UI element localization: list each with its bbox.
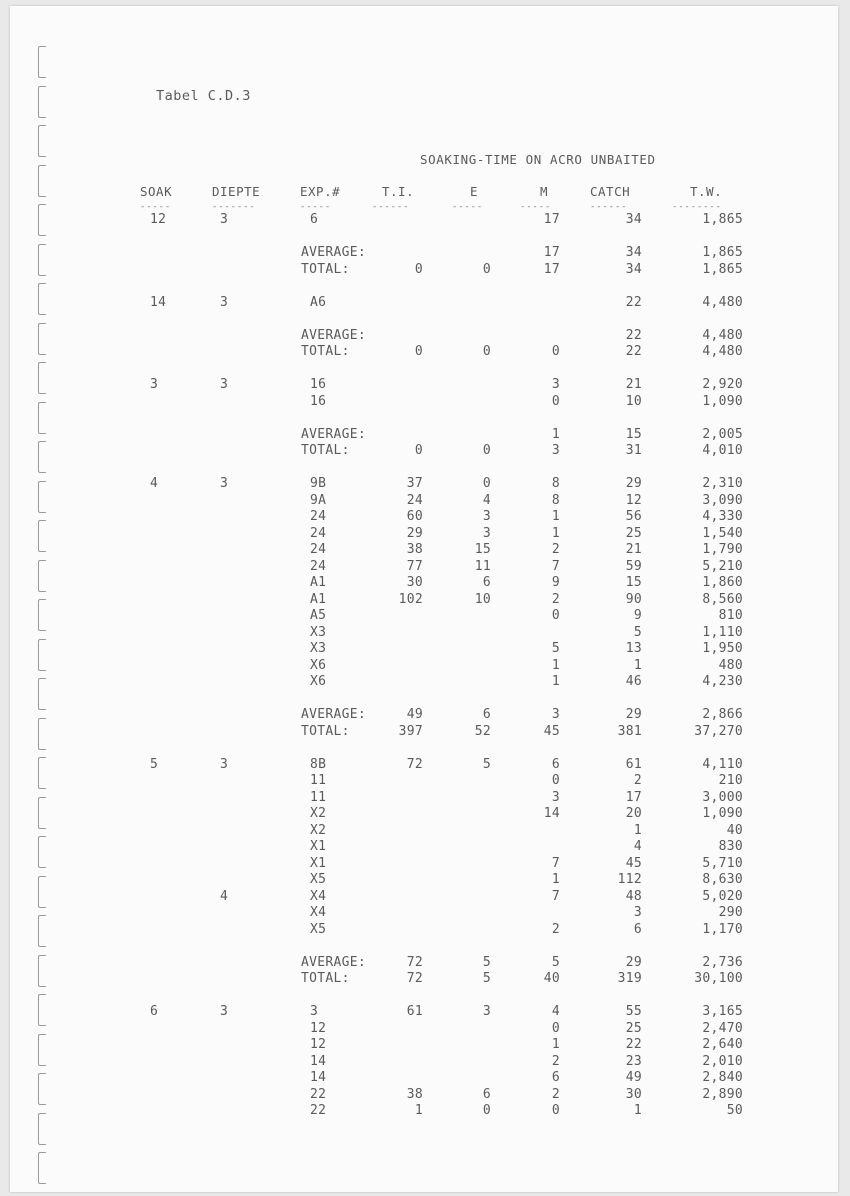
cell-exp: 11: [310, 773, 327, 788]
cell-m: 0: [551, 608, 560, 623]
cell-ti: 0: [414, 443, 423, 458]
table-row: [10, 889, 838, 905]
cell-catch: 10: [625, 393, 642, 409]
average-row: [10, 955, 838, 971]
cell-m: 5: [551, 954, 560, 970]
cell-catch: 61: [625, 756, 642, 772]
cell-tw: 1,860: [702, 575, 743, 590]
cell-tw: 50: [726, 1103, 743, 1118]
cell-catch: 59: [625, 558, 642, 574]
cell-label: TOTAL:: [301, 723, 350, 739]
cell-catch: 2: [633, 773, 642, 788]
cell-tw: 5,210: [702, 558, 743, 574]
cell-tw: 480: [718, 657, 743, 673]
cell-tw: 2,920: [702, 377, 743, 392]
total-row: [10, 724, 838, 740]
cell-catch: 23: [625, 1053, 642, 1069]
cell-catch: 1: [633, 657, 642, 673]
table-row: [10, 922, 838, 938]
cell-exp: 9A: [310, 492, 327, 508]
cell-ti: 38: [406, 1086, 423, 1102]
cell-e: 3: [482, 1004, 491, 1019]
cell-catch: 29: [625, 476, 642, 491]
cell-e: 3: [482, 509, 491, 524]
cell-m: 45: [543, 723, 560, 739]
cell-tw: 8,630: [702, 872, 743, 887]
header-e: E: [470, 184, 479, 199]
cell-m: 40: [543, 971, 560, 986]
table-row: [10, 559, 838, 575]
cell-label: AVERAGE:: [301, 327, 367, 343]
cell-exp: 12: [310, 1020, 327, 1036]
average-row: [10, 707, 838, 723]
cell-catch: 21: [625, 542, 642, 557]
table-row: [10, 658, 838, 674]
header-diepte: DIEPTE: [212, 184, 261, 199]
cell-tw: 1,865: [702, 245, 743, 260]
cell-tw: 2,840: [702, 1070, 743, 1085]
cell-ti: 397: [398, 723, 423, 739]
cell-m: 3: [551, 377, 560, 392]
cell-soak: 14: [150, 294, 167, 310]
average-row: [10, 328, 838, 344]
cell-tw: 1,540: [702, 525, 743, 541]
table-row: [10, 1054, 838, 1070]
cell-ti: 30: [406, 575, 423, 590]
cell-tw: 810: [718, 608, 743, 623]
cell-ti: 77: [406, 558, 423, 574]
table-row: [10, 674, 838, 690]
cell-tw: 1,950: [702, 641, 743, 656]
cell-tw: 1,090: [702, 393, 743, 409]
cell-ti: 72: [406, 954, 423, 970]
cell-tw: 2,010: [702, 1053, 743, 1069]
cell-m: 0: [551, 1103, 560, 1118]
cell-m: 9: [551, 575, 560, 590]
cell-m: 1: [551, 674, 560, 689]
table-row: [10, 839, 838, 855]
cell-catch: 3: [633, 905, 642, 920]
cell-tw: 4,330: [702, 509, 743, 524]
cell-catch: 381: [617, 723, 642, 739]
cell-m: 1: [551, 525, 560, 541]
table-row: [10, 575, 838, 591]
cell-catch: 22: [625, 344, 642, 359]
cell-tw: 2,640: [702, 1037, 743, 1052]
cell-tw: 5,710: [702, 855, 743, 871]
cell-tw: 830: [718, 839, 743, 854]
cell-catch: 4: [633, 839, 642, 854]
cell-catch: 5: [633, 624, 642, 640]
cell-catch: 15: [625, 575, 642, 590]
cell-m: 0: [551, 773, 560, 788]
cell-m: 4: [551, 1004, 560, 1019]
average-row: [10, 245, 838, 261]
cell-exp: 9B: [310, 476, 327, 491]
cell-m: 0: [551, 1020, 560, 1036]
cell-catch: 319: [617, 971, 642, 986]
cell-ti: 38: [406, 542, 423, 557]
cell-tw: 290: [718, 905, 743, 920]
cell-tw: 4,480: [702, 327, 743, 343]
cell-exp: X4: [310, 888, 327, 904]
cell-exp: X6: [310, 657, 327, 673]
table-title: Tabel C.D.3: [156, 88, 251, 104]
cell-tw: 1,790: [702, 542, 743, 557]
cell-e: 0: [482, 476, 491, 491]
table-row: [10, 773, 838, 789]
cell-tw: 1,865: [702, 212, 743, 227]
cell-exp: 14: [310, 1053, 327, 1069]
cell-e: 0: [482, 261, 491, 277]
cell-catch: 31: [625, 443, 642, 458]
cell-catch: 55: [625, 1004, 642, 1019]
cell-e: 5: [482, 756, 491, 772]
cell-catch: 12: [625, 492, 642, 508]
table-row: [10, 476, 838, 492]
cell-catch: 112: [617, 872, 642, 887]
cell-m: 2: [551, 1086, 560, 1102]
cell-ti: 72: [406, 971, 423, 986]
cell-exp: A1: [310, 591, 327, 607]
cell-exp: A6: [310, 294, 327, 310]
cell-exp: 22: [310, 1103, 327, 1118]
cell-exp: X2: [310, 806, 327, 821]
cell-label: TOTAL:: [301, 344, 350, 359]
cell-catch: 13: [625, 641, 642, 656]
average-row: [10, 427, 838, 443]
cell-catch: 34: [625, 261, 642, 277]
cell-catch: 1: [633, 822, 642, 838]
header-exp: EXP.#: [300, 184, 341, 199]
cell-soak: 3: [150, 377, 159, 392]
cell-tw: 210: [718, 773, 743, 788]
cell-m: 7: [551, 855, 560, 871]
table-row: [10, 856, 838, 872]
cell-tw: 2,890: [702, 1086, 743, 1102]
cell-tw: 1,865: [702, 261, 743, 277]
cell-soak: 4: [150, 476, 159, 491]
cell-exp: X5: [310, 872, 327, 887]
table-row: [10, 872, 838, 888]
punch-hole: [38, 1152, 46, 1184]
cell-e: 6: [482, 1086, 491, 1102]
table-row: [10, 806, 838, 822]
cell-exp: 3: [310, 1004, 319, 1019]
cell-label: TOTAL:: [301, 971, 350, 986]
table-row: [10, 592, 838, 608]
cell-catch: 48: [625, 888, 642, 904]
table-row: [10, 526, 838, 542]
table-row: [10, 1103, 838, 1119]
cell-exp: A1: [310, 575, 327, 590]
table-row: [10, 1070, 838, 1086]
cell-tw: 30,100: [694, 971, 743, 986]
cell-tw: 8,560: [702, 591, 743, 607]
cell-ti: 0: [414, 344, 423, 359]
report-title: SOAKING-TIME ON ACRO UNBAITED: [420, 152, 656, 167]
table-row: [10, 790, 838, 806]
cell-e: 10: [474, 591, 491, 607]
cell-tw: 2,866: [702, 707, 743, 722]
cell-exp: A5: [310, 608, 327, 623]
total-row: [10, 971, 838, 987]
cell-e: 5: [482, 954, 491, 970]
cell-exp: 16: [310, 377, 327, 392]
cell-e: 52: [474, 723, 491, 739]
cell-catch: 25: [625, 1020, 642, 1036]
cell-label: TOTAL:: [301, 261, 350, 277]
total-row: [10, 262, 838, 278]
cell-label: AVERAGE:: [301, 245, 367, 260]
cell-soak: 6: [150, 1004, 159, 1019]
cell-catch: 9: [633, 608, 642, 623]
cell-ti: 49: [406, 707, 423, 722]
cell-m: 6: [551, 1070, 560, 1085]
cell-ti: 61: [406, 1004, 423, 1019]
cell-e: 4: [482, 492, 491, 508]
cell-exp: X6: [310, 674, 327, 689]
cell-exp: 24: [310, 542, 327, 557]
cell-label: TOTAL:: [301, 443, 350, 458]
cell-catch: 15: [625, 426, 642, 442]
cell-m: 2: [551, 921, 560, 937]
cell-catch: 17: [625, 789, 642, 805]
cell-exp: X2: [310, 822, 327, 838]
cell-diepte: 3: [220, 476, 229, 491]
cell-m: 2: [551, 1053, 560, 1069]
cell-m: 0: [551, 393, 560, 409]
table-row: [10, 1087, 838, 1103]
cell-catch: 20: [625, 806, 642, 821]
cell-exp: 24: [310, 509, 327, 524]
cell-catch: 22: [625, 327, 642, 343]
cell-exp: X1: [310, 855, 327, 871]
cell-catch: 22: [625, 294, 642, 310]
cell-soak: 5: [150, 756, 159, 772]
cell-e: 5: [482, 971, 491, 986]
cell-tw: 1,170: [702, 921, 743, 937]
cell-exp: 16: [310, 393, 327, 409]
cell-exp: X5: [310, 921, 327, 937]
cell-diepte: 3: [220, 212, 229, 227]
cell-e: 6: [482, 707, 491, 722]
cell-catch: 49: [625, 1070, 642, 1085]
cell-catch: 45: [625, 855, 642, 871]
cell-exp: X3: [310, 641, 327, 656]
cell-catch: 25: [625, 525, 642, 541]
cell-catch: 21: [625, 377, 642, 392]
table-row: [10, 608, 838, 624]
table-row: [10, 295, 838, 311]
cell-m: 6: [551, 756, 560, 772]
cell-tw: 3,090: [702, 492, 743, 508]
cell-exp: 24: [310, 525, 327, 541]
header-soak: SOAK: [140, 184, 173, 199]
table-row: [10, 394, 838, 410]
cell-tw: 4,110: [702, 756, 743, 772]
cell-ti: 72: [406, 756, 423, 772]
table-row: [10, 625, 838, 641]
cell-ti: 37: [406, 476, 423, 491]
cell-exp: 24: [310, 558, 327, 574]
cell-catch: 56: [625, 509, 642, 524]
punch-hole: [38, 125, 46, 157]
cell-label: AVERAGE:: [301, 954, 367, 970]
cell-m: 7: [551, 888, 560, 904]
cell-diepte: 3: [220, 377, 229, 392]
table-row: [10, 542, 838, 558]
cell-tw: 2,310: [702, 476, 743, 491]
table-row: [10, 493, 838, 509]
cell-tw: 37,270: [694, 723, 743, 739]
cell-exp: X3: [310, 624, 327, 640]
cell-m: 14: [543, 806, 560, 821]
cell-exp: X1: [310, 839, 327, 854]
cell-tw: 2,470: [702, 1020, 743, 1036]
cell-diepte: 3: [220, 294, 229, 310]
punch-hole: [38, 165, 46, 197]
cell-m: 0: [551, 344, 560, 359]
table-row: [10, 823, 838, 839]
cell-exp: 12: [310, 1037, 327, 1052]
cell-catch: 29: [625, 707, 642, 722]
cell-catch: 46: [625, 674, 642, 689]
table-row: [10, 1021, 838, 1037]
table-row: [10, 757, 838, 773]
cell-m: 1: [551, 1037, 560, 1052]
cell-tw: 1,090: [702, 806, 743, 821]
cell-ti: 0: [414, 261, 423, 277]
cell-m: 17: [543, 212, 560, 227]
cell-m: 1: [551, 657, 560, 673]
cell-exp: X4: [310, 905, 327, 920]
header-tw: T.W.: [690, 184, 723, 199]
cell-catch: 30: [625, 1086, 642, 1102]
cell-m: 1: [551, 426, 560, 442]
cell-exp: 6: [310, 212, 319, 227]
cell-catch: 90: [625, 591, 642, 607]
table-row: [10, 212, 838, 228]
cell-m: 3: [551, 789, 560, 805]
header-catch: CATCH: [590, 184, 631, 199]
total-row: [10, 344, 838, 360]
cell-diepte: 3: [220, 756, 229, 772]
cell-e: 0: [482, 1103, 491, 1118]
cell-catch: 22: [625, 1037, 642, 1052]
punch-hole: [38, 46, 46, 78]
cell-m: 3: [551, 707, 560, 722]
header-m: M: [540, 184, 549, 199]
document-page: Tabel C.D.3 SOAKING-TIME ON ACRO UNBAITED SOAK DIEPTE EXP.# T.I. E M CATCH T.W. ----- ------- ----- ------ ----- ----- ------ -------- 12 3 6 17 34 1,865 AVERAGE: 17 34 1,865 TOTAL: 0 0 17 34 1,865 14 3 A6 22 4,480 AVERAGE: 22 4,480 TOTAL: 0 0 0 22 4,480 3 3 16 3 21 2,920 16 0 10 1,090 AVERAGE: 1 15 2,005 TOTAL: 0 0 3 31 4,010 4 3 9B 37 0 8 29 2,310 9A 24 4 8 12 3,090 24 60 3 1 56 4,330 24 29 3 1 25 1,540 24 38 15 2 21 1,790 24 77 11 7 59 5,210 A1 30 6 9 15 1,860 A1 102 10 2 90 8,560 A5 0 9 810 X3 5 1,110 X3 5 13 1,950 X6 1 1 480 X6 1 46 4,230 AVERAGE: 49 6 3 29 2,866 TOTAL: 397 52 45 381 37,270 5 3 8B 72 5 6 61 4,110 11 0 2 210 11 3 17 3,000 X2 14 20 1,090 X2 1 40 X1 4 830 X1 7 45 5,710 X5 1 112 8,630 4 X4 7 48 5,020 X4 3 290 X5 2 6 1,170 AVERAGE: 72 5 5 29 2,736 TOTAL: 72 5 40 319 30,100 6 3 3 61 3 4 55 3,165 12 0 25 2,470 12 1 22 2,640 14 2 23 2,010 14 6 49 2,840 22 38 6 2 30 2,890 22 1 0 0 1 50: [10, 6, 838, 1192]
cell-soak: 12: [150, 212, 167, 227]
cell-catch: 1: [633, 1103, 642, 1118]
cell-tw: 3,165: [702, 1004, 743, 1019]
cell-e: 15: [474, 542, 491, 557]
cell-ti: 102: [398, 591, 423, 607]
cell-tw: 40: [726, 822, 743, 838]
cell-ti: 1: [414, 1103, 423, 1118]
cell-m: 5: [551, 641, 560, 656]
cell-ti: 29: [406, 525, 423, 541]
table-row: [10, 905, 838, 921]
cell-m: 8: [551, 476, 560, 491]
cell-m: 8: [551, 492, 560, 508]
table-row: [10, 1037, 838, 1053]
table-row: [10, 641, 838, 657]
cell-e: 6: [482, 575, 491, 590]
cell-catch: 34: [625, 245, 642, 260]
cell-label: AVERAGE:: [301, 707, 367, 722]
cell-m: 3: [551, 443, 560, 458]
cell-tw: 4,230: [702, 674, 743, 689]
cell-tw: 4,010: [702, 443, 743, 458]
cell-m: 17: [543, 261, 560, 277]
punch-hole: [38, 86, 46, 118]
cell-tw: 4,480: [702, 294, 743, 310]
cell-catch: 29: [625, 954, 642, 970]
cell-tw: 2,736: [702, 954, 743, 970]
cell-exp: 8B: [310, 756, 327, 772]
total-row: [10, 443, 838, 459]
cell-diepte: 4: [220, 888, 229, 904]
cell-diepte: 3: [220, 1004, 229, 1019]
cell-tw: 5,020: [702, 888, 743, 904]
header-ti: T.I.: [382, 184, 415, 199]
cell-catch: 34: [625, 212, 642, 227]
cell-m: 2: [551, 591, 560, 607]
table-row: [10, 377, 838, 393]
cell-catch: 6: [633, 921, 642, 937]
cell-m: 1: [551, 872, 560, 887]
cell-tw: 2,005: [702, 426, 743, 442]
cell-tw: 1,110: [702, 624, 743, 640]
cell-ti: 24: [406, 492, 423, 508]
cell-tw: 4,480: [702, 344, 743, 359]
cell-e: 11: [474, 558, 491, 574]
cell-ti: 60: [406, 509, 423, 524]
cell-m: 2: [551, 542, 560, 557]
cell-tw: 3,000: [702, 789, 743, 805]
table-row: [10, 509, 838, 525]
table-row: [10, 1004, 838, 1020]
cell-e: 0: [482, 344, 491, 359]
cell-exp: 14: [310, 1070, 327, 1085]
cell-exp: 22: [310, 1086, 327, 1102]
cell-label: AVERAGE:: [301, 426, 367, 442]
cell-m: 7: [551, 558, 560, 574]
cell-m: 1: [551, 509, 560, 524]
cell-e: 3: [482, 525, 491, 541]
cell-exp: 11: [310, 789, 327, 805]
cell-m: 17: [543, 245, 560, 260]
cell-e: 0: [482, 443, 491, 458]
